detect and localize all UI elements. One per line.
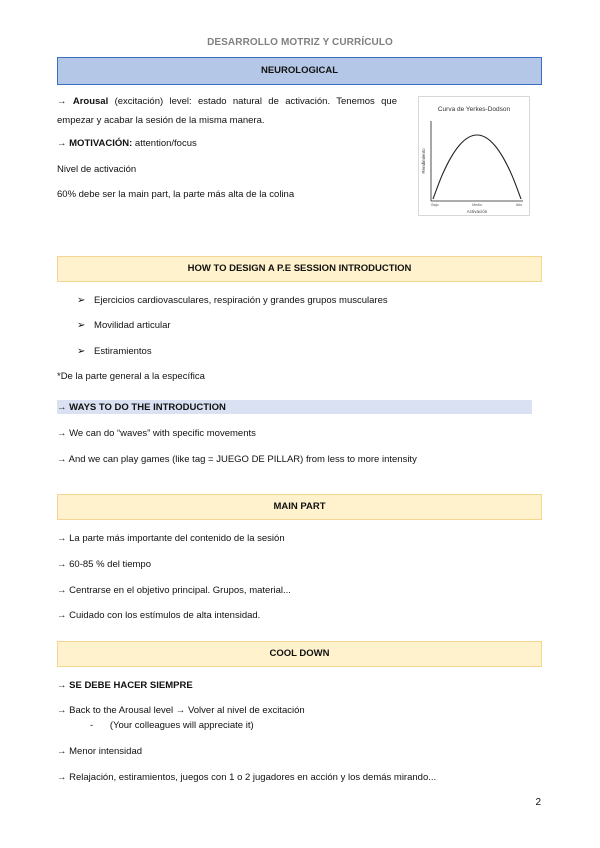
x-axis-label: Activación	[466, 209, 488, 214]
running-header: DESARROLLO MOTRIZ Y CURRÍCULO	[207, 37, 393, 48]
main-line-4: → Cuidado con los estímulos de alta intensidad.	[57, 610, 261, 621]
intro-bullet-2	[77, 319, 171, 332]
arousal-definition: (excitación) level: estado natural de activación. Tenemos que empezar y acabar la sesión de la misma manera.	[57, 96, 397, 126]
main-part-percentage-text: 60% debe ser la main part, la parte más alta de la colina	[57, 189, 295, 200]
section-title-introduction: HOW TO DESIGN A P.E SESSION INTRODUCTION	[57, 256, 542, 282]
ways-to-introduction-heading: → WAYS TO DO THE INTRODUCTION	[57, 402, 226, 413]
ways-line-1: → We can do “waves” with specific movements	[57, 428, 256, 439]
arrow-glyph: →	[57, 96, 67, 107]
bullet-arrow-icon: ➢	[77, 295, 86, 306]
ways-line-2: → And we can play games (like tag = JUEGO DE PILLAR) from less to more intensity	[57, 454, 417, 465]
yerkes-dodson-chart	[418, 96, 530, 216]
intro-bullet-text: Movilidad articular	[94, 320, 171, 331]
cool-back-line: → Back to the Arousal level → Volver al nivel de excitación	[57, 705, 305, 716]
x-tick-label: Alto	[515, 203, 523, 207]
cool-must-line: → SE DEBE HACER SIEMPRE	[57, 680, 193, 691]
bullet-arrow-icon: ➢	[77, 346, 86, 357]
intro-bullet-text: Estiramientos	[94, 346, 152, 357]
chart-title: Curva de Yerkes-Dodson	[437, 106, 511, 113]
colleagues-text: (Your colleagues will appreciate it)	[109, 720, 254, 731]
cool-colleagues-line	[90, 719, 254, 732]
cool-relax-line: → Relajación, estiramientos, juegos con 1 o 2 jugadores en acción y los demás mirando...	[57, 772, 437, 783]
arousal-term: Arousal	[72, 96, 109, 107]
y-axis-label: Rendimiento	[421, 148, 426, 174]
arrow-glyph: →	[57, 138, 70, 149]
x-tick-label: Medio	[472, 203, 482, 207]
cool-menor-line: → Menor intensidad	[57, 746, 143, 757]
motivation-line	[57, 137, 197, 150]
general-to-specific-note: *De la parte general a la específica	[57, 371, 205, 382]
x-tick-label: Bajo	[431, 203, 439, 207]
main-line-2: → 60-85 % del tiempo	[57, 559, 151, 570]
main-line-3: → Centrarse en el objetivo principal. Grupos, material...	[57, 585, 291, 596]
dash-glyph: -	[90, 720, 94, 731]
page-number: 2	[535, 797, 541, 808]
motivation-term: MOTIVACIÓN:	[69, 138, 133, 149]
main-line-1: → La parte más importante del contenido de la sesión	[57, 533, 285, 544]
section-title-main-part: MAIN PART	[57, 494, 542, 520]
bullet-arrow-icon: ➢	[77, 320, 86, 331]
motivation-definition: attention/focus	[132, 138, 197, 149]
yerkes-dodson-svg	[419, 97, 529, 215]
section-title-cool-down: COOL DOWN	[57, 641, 542, 667]
activation-level-text: Nivel de activación	[57, 164, 137, 175]
intro-bullet-3	[77, 345, 152, 358]
performance-curve	[433, 135, 521, 199]
section-title-neurological: NEUROLOGICAL	[57, 57, 542, 85]
intro-bullet-text: Ejercicios cardiovasculares, respiración y grandes grupos musculares	[94, 295, 388, 306]
arousal-paragraph	[57, 92, 397, 130]
intro-bullet-1	[77, 294, 388, 307]
